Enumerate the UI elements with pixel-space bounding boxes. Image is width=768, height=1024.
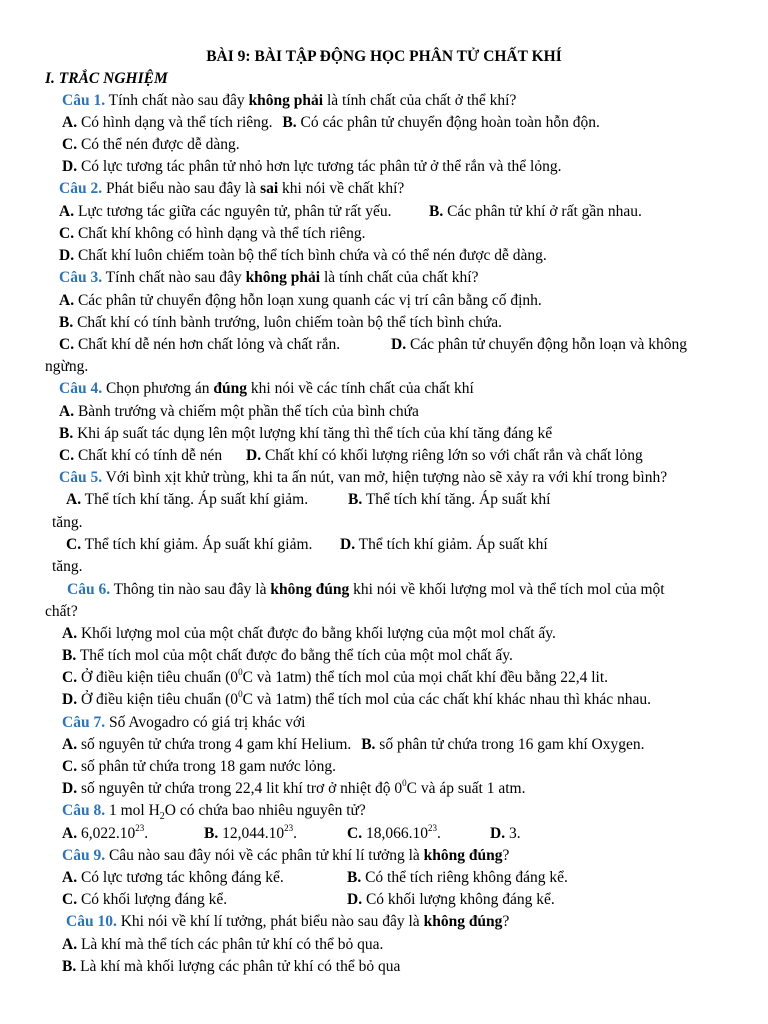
- question-2-option-b: B. Các phân tử khí ở rất gần nhau.: [429, 203, 642, 220]
- question-label: Câu 6.: [67, 581, 111, 598]
- question-8-option-d: D. 3.: [490, 825, 521, 842]
- question-label: Câu 10.: [66, 913, 117, 930]
- question-7-option-c: C. số phân tử chứa trong 18 gam nước lỏng.: [62, 758, 337, 775]
- question-label: Câu 9.: [62, 847, 106, 864]
- question-7: Câu 7. Số Avogadro có giá trị khác với: [62, 714, 306, 731]
- question-5-option-b-continued: tăng.: [52, 514, 83, 531]
- question-9-option-c: C. Có khối lượng đáng kể.: [62, 891, 228, 908]
- question-9-option-a: A. Có lực tương tác không đáng kể.: [62, 869, 284, 886]
- question-1: Câu 1. Tính chất nào sau đây không phải là tính chất của chất ở thể khí?: [62, 92, 517, 109]
- question-8-option-b: B. 12,044.10$^{23}$.: [204, 822, 297, 842]
- question-2-option-d: D. Chất khí luôn chiếm toàn bộ thể tích bình chứa và có thể nén được dễ dàng.: [59, 247, 547, 264]
- question-10-option-a: A. Là khí mà thể tích các phân tử khí có thể bỏ qua.: [62, 936, 384, 953]
- question-2-option-c: C. Chất khí không có hình dạng và thể tích riêng.: [59, 225, 366, 242]
- question-6-option-c: C. Ở điều kiện tiêu chuẩn ($0^0C$ và 1atm) thể tích mol của mọi chất khí đều bằng 22,4 lit.: [62, 666, 609, 686]
- question-5-option-d: D. Thể tích khí giảm. Áp suất khí: [340, 536, 548, 553]
- question-6-option-a: A. Khối lượng mol của một chất được đo bằng khối lượng của một mol chất ấy.: [62, 625, 556, 642]
- question-6-option-b: B. Thể tích mol của một chất được đo bằng thể tích của một mol chất ấy.: [62, 647, 513, 664]
- question-1-option-d: D. Có lực tương tác phân tử nhỏ hơn lực tương tác phân tử ở thể rắn và thể lỏng.: [62, 158, 562, 175]
- question-9-option-b: B. Có thể tích riêng không đáng kể.: [347, 869, 568, 886]
- question-1-options-ab: A. Có hình dạng và thể tích riêng. B. Có các phân tử chuyển động hoàn toàn hỗn độn.: [62, 114, 600, 131]
- question-label: Câu 1.: [62, 92, 106, 109]
- question-9-option-d: D. Có khối lượng không đáng kể.: [347, 891, 555, 908]
- question-4: Câu 4. Chọn phương án đúng khi nói về các tính chất của chất khí: [59, 380, 474, 397]
- question-3-option-b: B. Chất khí có tính bành trướng, luôn chiếm toàn bộ thể tích bình chứa.: [59, 314, 502, 331]
- question-6: Câu 6. Thông tin nào sau đây là không đúng khi nói về khối lượng mol và thể tích mol của một: [67, 581, 665, 598]
- question-3: Câu 3. Tính chất nào sau đây không phải là tính chất của chất khí?: [59, 269, 479, 286]
- question-3-option-a: A. Các phân tử chuyển động hỗn loạn xung quanh các vị trí cân bằng cố định.: [59, 292, 542, 309]
- question-1-option-c: C. Có thể nén được dễ dàng.: [62, 136, 240, 153]
- question-5-option-c: C. Thể tích khí giảm. Áp suất khí giảm.: [66, 536, 313, 553]
- question-6-continued: chất?: [45, 603, 78, 620]
- question-4-option-c: C. Chất khí có tính dễ nén: [59, 447, 223, 464]
- question-5-option-a: A. Thể tích khí tăng. Áp suất khí giảm.: [66, 491, 309, 508]
- question-3-option-c: C. Chất khí dễ nén hơn chất lỏng và chất rắn.: [59, 336, 341, 353]
- question-5-option-b: B. Thể tích khí tăng. Áp suất khí: [348, 491, 551, 508]
- question-label: Câu 8.: [62, 802, 106, 819]
- question-label: Câu 7.: [62, 714, 106, 731]
- question-3-option-d: D. Các phân tử chuyển động hỗn loạn và không: [391, 336, 687, 353]
- question-8: Câu 8. 1 mol $H_2O$ có chứa bao nhiêu nguyên tử?: [62, 802, 366, 823]
- question-6-option-d: D. Ở điều kiện tiêu chuẩn ($0^0C$ và 1atm) thể tích mol của các chất khí khác nhau thì khác nhau.: [62, 688, 652, 708]
- question-5: Câu 5. Với bình xịt khử trùng, khi ta ấn nút, van mở, hiện tượng nào sẽ xảy ra với khí trong bình?: [59, 469, 668, 486]
- question-4-option-a: A. Bành trướng và chiếm một phần thể tích của bình chứa: [59, 403, 419, 420]
- question-10-option-b: B. Là khí mà khối lượng các phân tử khí có thể bỏ qua: [62, 958, 401, 975]
- question-8-option-a: A. 6,022.10$^{23}$.: [62, 822, 149, 842]
- page-title: BÀI 9: BÀI TẬP ĐỘNG HỌC PHÂN TỬ CHẤT KHÍ: [206, 48, 562, 65]
- question-4-option-d: D. Chất khí có khối lượng riêng lớn so với chất rắn và chất lỏng: [246, 447, 643, 464]
- question-label: Câu 4.: [59, 380, 103, 397]
- question-2-option-a: A. Lực tương tác giữa các nguyên tử, phân tử rất yếu.: [59, 203, 392, 220]
- question-2: Câu 2. Phát biểu nào sau đây là sai khi nói về chất khí?: [59, 180, 405, 197]
- question-8-option-c: C. 18,066.10$^{23}$.: [347, 822, 441, 842]
- question-9: Câu 9. Câu nào sau đây nói về các phân tử khí lí tưởng là không đúng?: [62, 847, 510, 864]
- section-heading: I. TRẮC NGHIỆM: [45, 70, 168, 87]
- question-3-option-d-continued: ngừng.: [45, 358, 89, 375]
- question-label: Câu 5.: [59, 469, 103, 486]
- question-5-option-d-continued: tăng.: [52, 558, 83, 575]
- question-4-option-b: B. Khi áp suất tác dụng lên một lượng khí tăng thì thể tích của khí tăng đáng kể: [59, 425, 553, 442]
- question-7-option-d: D. số nguyên tử chứa trong 22,4 lit khí trơ ở nhiệt độ $0^0C$ và áp suất 1 atm.: [62, 777, 526, 797]
- question-label: Câu 2.: [59, 180, 103, 197]
- question-10: Câu 10. Khi nói về khí lí tưởng, phát biểu nào sau đây là không đúng?: [66, 913, 510, 930]
- question-label: Câu 3.: [59, 269, 103, 286]
- question-7-options-ab: A. số nguyên tử chứa trong 4 gam khí Helium. B. số phân tử chứa trong 16 gam khí Oxygen.: [62, 736, 645, 753]
